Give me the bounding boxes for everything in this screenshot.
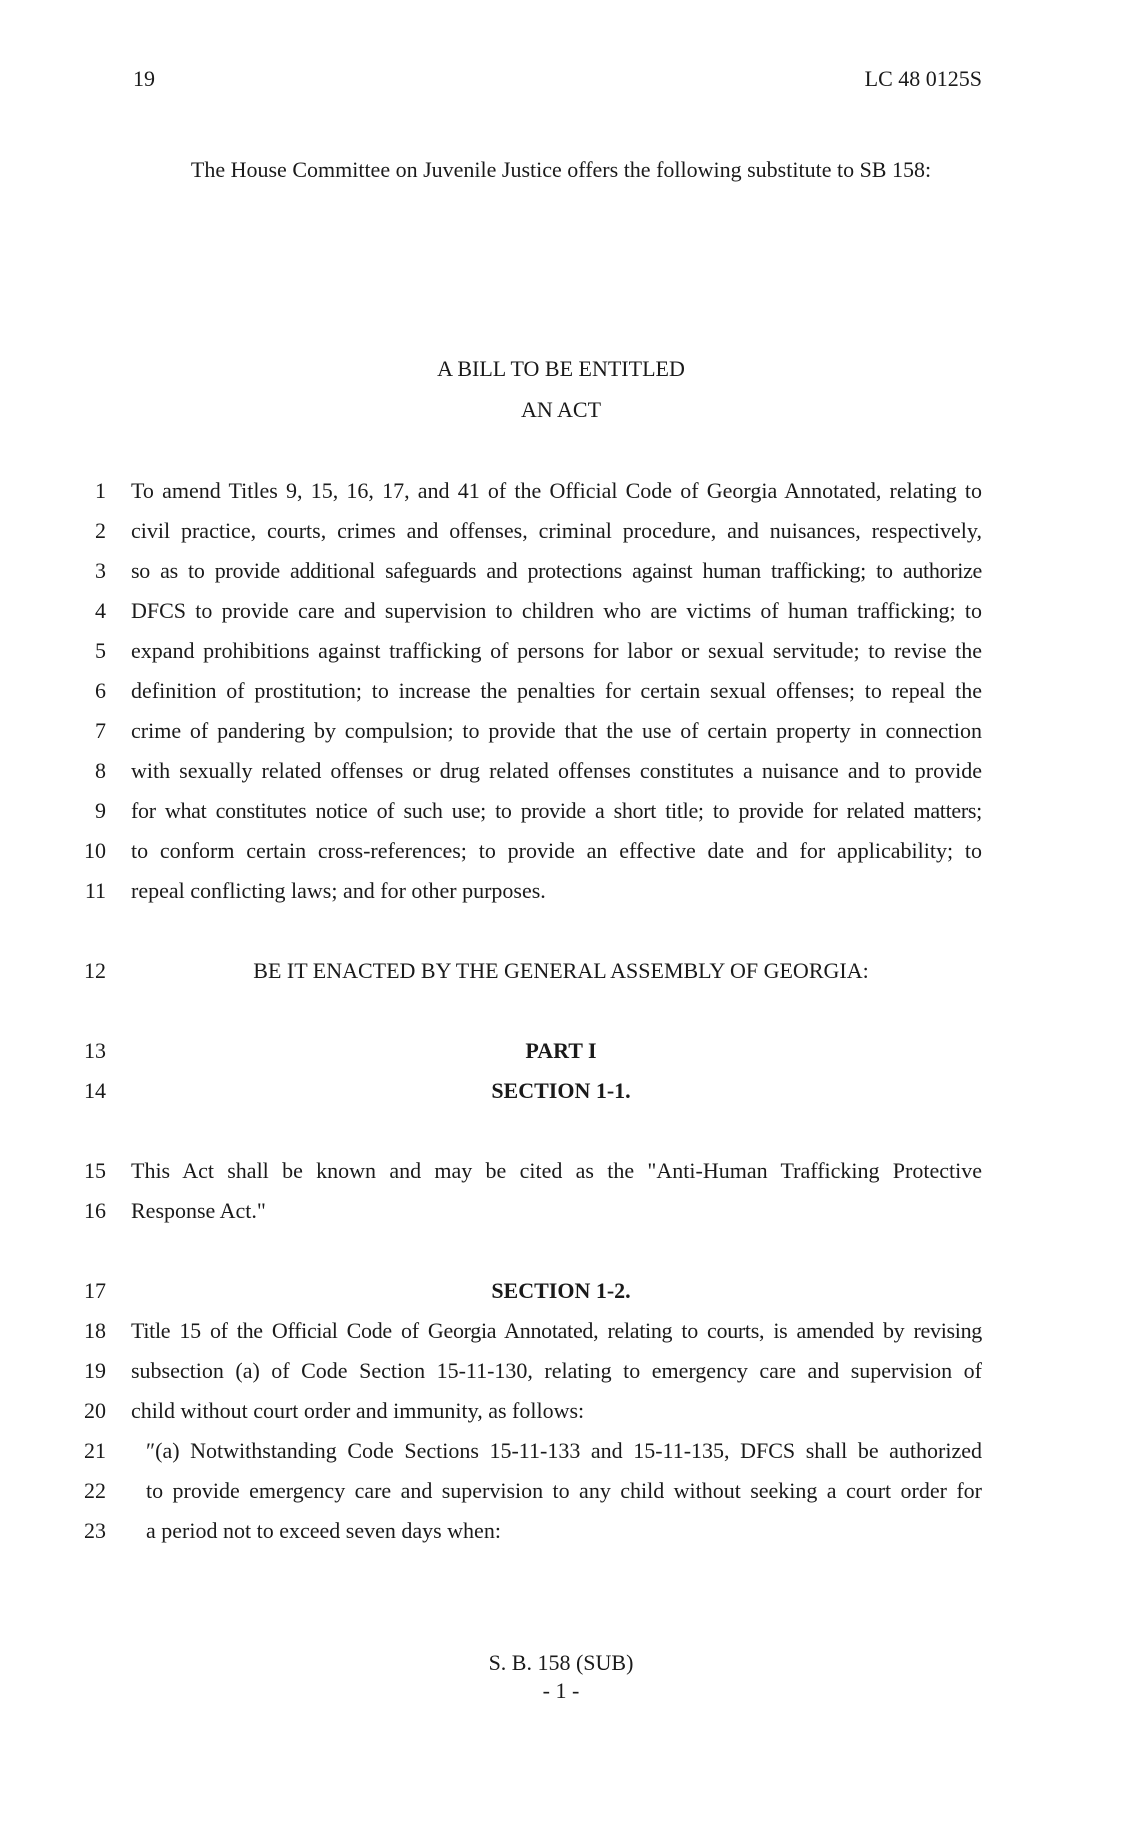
offer-line: The House Committee on Juvenile Justice offers the following substitute to SB 158: (190, 157, 932, 182)
line-number: 22 (84, 1478, 106, 1503)
line-text: ″(a) Notwithstanding Code Sections 15-11-133 and 15-11-135, DFCS shall be authorized (146, 1438, 982, 1463)
line-text: Response Act." (131, 1198, 266, 1223)
line-number: 14 (84, 1078, 106, 1103)
line-number: 15 (84, 1158, 106, 1183)
line-text: to provide emergency care and supervision to any child without seeking a court order for (146, 1478, 982, 1503)
line-text: crime of pandering by compulsion; to provide that the use of certain property in connection (131, 718, 982, 743)
section-heading: SECTION 1-2. (491, 1278, 631, 1303)
line-text: a period not to exceed seven days when: (146, 1518, 501, 1543)
act-title: AN ACT (520, 397, 602, 422)
page-number: 19 (133, 66, 155, 91)
line-number: 4 (95, 598, 106, 623)
line-number: 3 (95, 558, 106, 583)
line-number: 19 (84, 1358, 106, 1383)
footer-bill-id: S. B. 158 (SUB) (488, 1650, 634, 1675)
line-text: This Act shall be known and may be cited as the "Anti-Human Trafficking Protective (131, 1158, 982, 1183)
line-number: 13 (84, 1038, 106, 1063)
line-text: so as to provide additional safeguards and protections against human trafficking; to authorize (131, 558, 982, 583)
line-text: To amend Titles 9, 15, 16, 17, and 41 of the Official Code of Georgia Annotated, relating to (131, 478, 982, 503)
line-text: definition of prostitution; to increase the penalties for certain sexual offenses; to repeal the (131, 678, 982, 703)
bill-title: A BILL TO BE ENTITLED (437, 356, 685, 381)
line-text: with sexually related offenses or drug related offenses constitutes a nuisance and to provide (131, 758, 982, 783)
line-number: 20 (84, 1398, 106, 1423)
line-number: 12 (84, 958, 106, 983)
line-text: expand prohibitions against trafficking of persons for labor or sexual servitude; to revise the (131, 638, 982, 663)
line-text: repeal conflicting laws; and for other purposes. (131, 878, 546, 903)
document-code: LC 48 0125S (864, 66, 982, 91)
line-number: 10 (84, 838, 106, 863)
line-text: DFCS to provide care and supervision to children who are victims of human trafficking; to (131, 598, 982, 623)
line-text: civil practice, courts, crimes and offenses, criminal procedure, and nuisances, respectively, (131, 518, 982, 543)
line-number: 17 (84, 1278, 106, 1303)
line-number: 7 (95, 718, 106, 743)
line-number: 8 (95, 758, 106, 783)
line-number: 23 (84, 1518, 106, 1543)
part-heading: PART I (525, 1038, 597, 1063)
line-text: Title 15 of the Official Code of Georgia Annotated, relating to courts, is amended by revising (131, 1318, 982, 1343)
enacting-clause: BE IT ENACTED BY THE GENERAL ASSEMBLY OF GEORGIA: (253, 958, 869, 983)
line-number: 5 (95, 638, 106, 663)
line-number: 16 (84, 1198, 106, 1223)
line-number: 1 (95, 478, 106, 503)
section-heading: SECTION 1-1. (491, 1078, 631, 1103)
line-number: 2 (95, 518, 106, 543)
line-number: 18 (84, 1318, 106, 1343)
line-text: to conform certain cross-references; to provide an effective date and for applicability; to (131, 838, 982, 863)
footer-page-number: - 1 - (542, 1678, 580, 1703)
line-number: 21 (84, 1438, 106, 1463)
line-number: 9 (95, 798, 106, 823)
line-number: 6 (95, 678, 106, 703)
line-text: child without court order and immunity, as follows: (131, 1398, 585, 1423)
line-number: 11 (84, 878, 106, 903)
line-text: for what constitutes notice of such use; to provide a short title; to provide for related matters; (131, 798, 982, 823)
line-text: subsection (a) of Code Section 15-11-130, relating to emergency care and supervision of (131, 1358, 982, 1383)
